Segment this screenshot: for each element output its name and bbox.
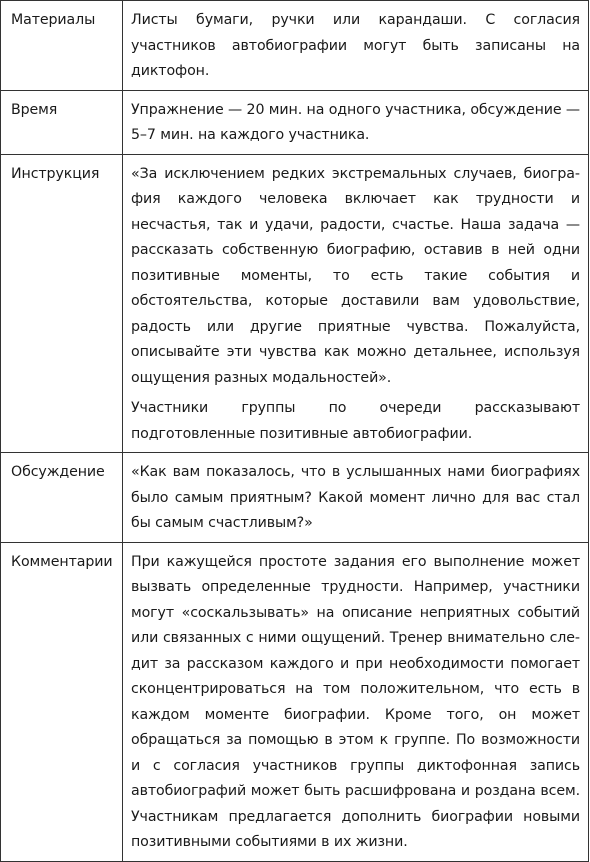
table-row xyxy=(1,542,589,861)
paragraph: Листы бумаги, ручки или карандаши. С согласия участников автобиографии могут быть записаны на диктофон. xyxy=(131,12,580,79)
row-label-comments: Комментарии xyxy=(1,542,123,861)
row-label-discussion: Обсуждение xyxy=(1,453,123,543)
row-content-discussion xyxy=(123,453,589,543)
paragraph: «За исключением редких экстремальных случаев, биография каждого человека включает как трудности и несчастья, так и удачи, радости, счастье. Наша задача — рассказать собственную биографию, оставив в ней одни позитивные моменты, то есть такие события и обстоятельства, которые доставили вам удовольствие, радость или другие приятные чувства. Пожалуйста, описывайте эти чувства как можно детальнее, используя ощущения разных модальностей». xyxy=(131,165,580,386)
row-content-instruction xyxy=(123,154,589,453)
paragraph: При кажущейся простоте задания его выполнение может вызвать определенные трудности. Например, участники могут «соскальзывать» на описание неприятных событий или связанных с ними ощущений. Тренер внимательно следит за рассказом каждого и при необходимости помогает сконцентрироваться на том положительном, что есть в каждом моменте биографии. Кроме того, он может обращаться за помощью в этом к группе. По возможности и с согласия участников группы диктофонная запись автобиографий может быть расшифрована и роздана всем. Участникам предлагается дополнить биографии новыми позитивными событиями в их жизни. xyxy=(131,553,580,850)
row-label-materials: Материалы xyxy=(1,1,123,91)
row-label-time: Время xyxy=(1,90,123,154)
row-content-materials xyxy=(123,1,589,91)
table-row xyxy=(1,1,589,91)
table-row xyxy=(1,154,589,453)
table-row xyxy=(1,453,589,543)
paragraph: Участники группы по очереди рассказывают подготовленные позитивные автобиографии. xyxy=(131,400,580,442)
paragraph: Упражнение — 20 мин. на одного участника, обсуждение — 5–7 мин. на каждого участника. xyxy=(131,101,580,143)
row-content-comments xyxy=(123,542,589,861)
paragraph: «Как вам показалось, что в услышанных нами биографиях было самым приятным? Какой момент лично для вас стал бы самым счастливым?» xyxy=(131,464,580,531)
table-row xyxy=(1,90,589,154)
row-label-instruction: Инструкция xyxy=(1,154,123,453)
row-content-time xyxy=(123,90,589,154)
